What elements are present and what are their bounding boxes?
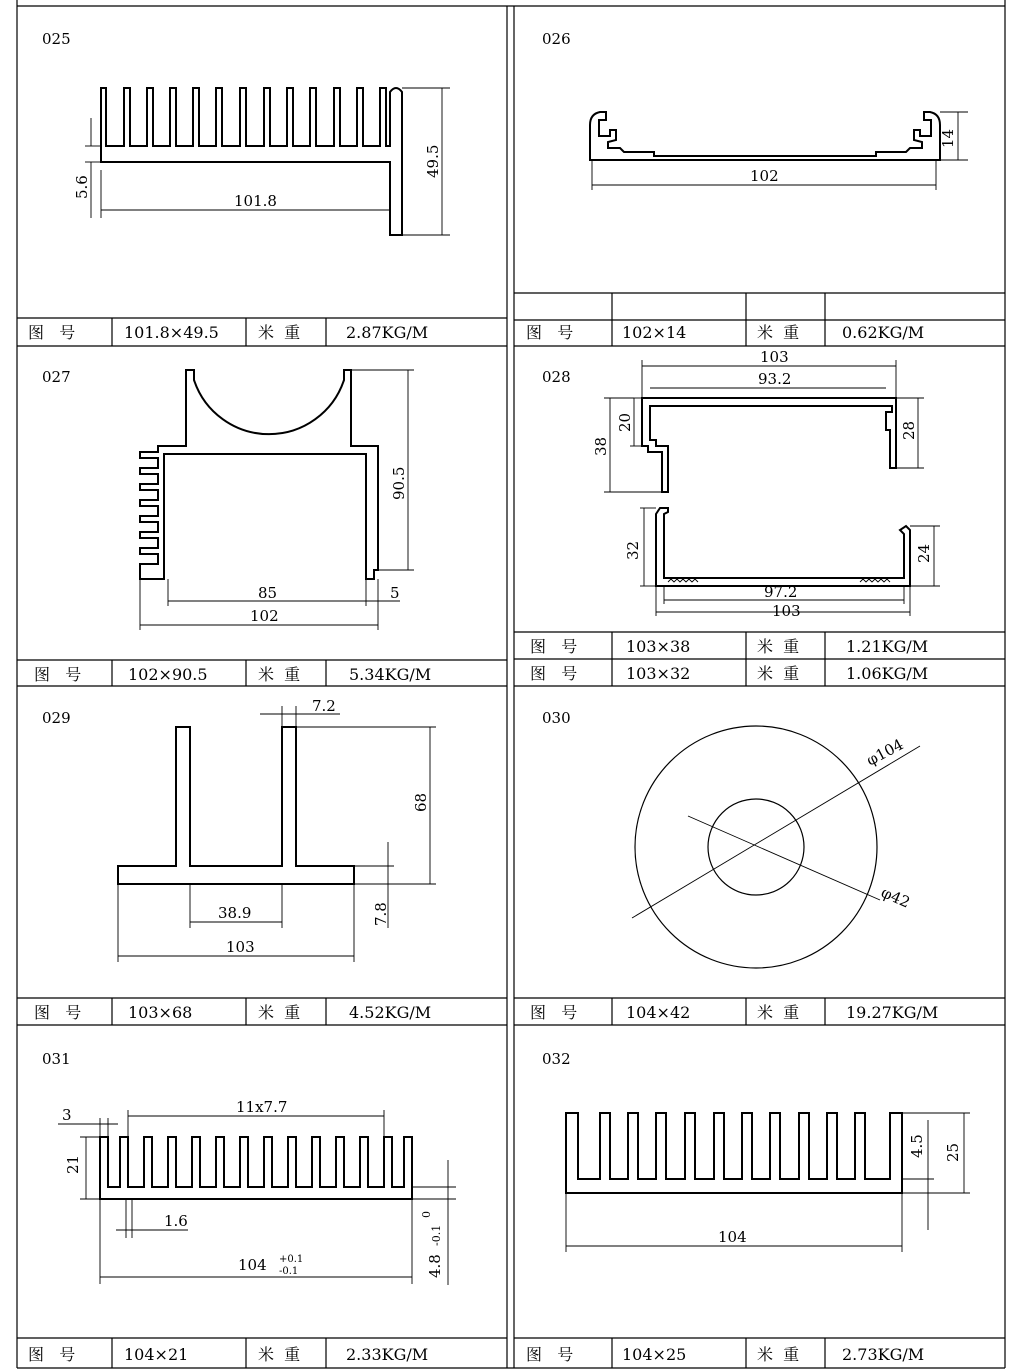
dim-label: 21 (64, 1154, 82, 1174)
dim-label: 14 (939, 128, 957, 148)
label-mizhong: 米 重 (258, 1003, 301, 1022)
tol-label: 0 (420, 1211, 433, 1218)
weight-value: 5.34KG/M (349, 665, 432, 684)
size-value: 104×21 (124, 1345, 189, 1364)
dim-label: 102 (750, 167, 779, 185)
tol-label: -0.1 (430, 1224, 443, 1246)
dim-label: 104 (718, 1228, 747, 1246)
dim-label: 102 (250, 607, 279, 625)
label-mizhong: 米 重 (757, 664, 800, 683)
label-mizhong: 米 重 (757, 1345, 800, 1364)
label-tuhao: 图 号 (526, 1345, 574, 1364)
profile-030 (632, 726, 920, 968)
dim-label: 38.9 (218, 904, 252, 922)
part-id: 025 (42, 30, 71, 48)
part-ids (42, 30, 574, 1068)
dim-label: 11x7.7 (236, 1098, 288, 1116)
size-value: 103×38 (626, 637, 691, 656)
weight-value: 0.62KG/M (842, 323, 925, 342)
dim-label: 68 (412, 792, 430, 812)
dim-label: 49.5 (424, 144, 442, 178)
dim-label: 103 (226, 938, 255, 956)
label-tuhao: 图 号 (530, 1003, 578, 1022)
weight-value: 2.87KG/M (346, 323, 429, 342)
tol-label: -0.1 (279, 1266, 299, 1277)
grid-frame (17, 0, 1005, 1368)
weight-value: 4.52KG/M (349, 1003, 432, 1022)
dim-label: 7.8 (372, 902, 390, 926)
size-value: 103×68 (128, 1003, 193, 1022)
profile-032 (566, 1113, 970, 1252)
profile-027 (140, 370, 414, 630)
label-mizhong: 米 重 (258, 665, 301, 684)
size-value: 104×42 (626, 1003, 691, 1022)
dim-label: 4.5 (908, 1134, 926, 1158)
label-tuhao: 图 号 (34, 1003, 82, 1022)
profile-029 (118, 697, 436, 962)
dim-label: φ42 (878, 883, 913, 912)
profile-026 (590, 112, 968, 190)
label-mizhong: 米 重 (258, 323, 301, 342)
tol-label: +0.1 (279, 1254, 304, 1265)
dim-label: 103 (772, 602, 801, 620)
part-id: 031 (42, 1050, 71, 1068)
size-value: 102×90.5 (128, 665, 208, 684)
dim-label: 5 (390, 584, 400, 602)
weight-value: 2.33KG/M (346, 1345, 429, 1364)
label-mizhong: 米 重 (258, 1345, 301, 1364)
dim-label: 28 (900, 420, 918, 440)
dim-label: 4.8 (426, 1254, 444, 1278)
dim-label: 101.8 (234, 192, 277, 210)
dim-label: φ104 (863, 735, 907, 770)
dim-label: 85 (258, 584, 278, 602)
part-id: 029 (42, 709, 71, 727)
dim-label: 97.2 (764, 583, 798, 601)
dim-label: 32 (624, 540, 642, 560)
profile-031 (58, 1098, 456, 1285)
label-tuhao: 图 号 (28, 1345, 76, 1364)
label-tuhao: 图 号 (28, 323, 76, 342)
part-id: 026 (542, 30, 571, 48)
label-tuhao: 图 号 (530, 664, 578, 683)
label-mizhong: 米 重 (757, 637, 800, 656)
profile-025 (73, 88, 450, 235)
part-id: 032 (542, 1050, 571, 1068)
dim-label: 25 (944, 1142, 962, 1162)
dim-label: 3 (62, 1106, 72, 1124)
dim-label: 24 (915, 543, 933, 563)
part-id: 028 (542, 368, 571, 386)
profile-028 (592, 348, 940, 620)
size-value: 103×32 (626, 664, 691, 683)
label-tuhao: 图 号 (530, 637, 578, 656)
size-value: 104×25 (622, 1345, 687, 1364)
dim-label: 38 (592, 436, 610, 456)
size-value: 102×14 (622, 323, 687, 342)
weight-value: 1.21KG/M (846, 637, 929, 656)
dim-label: 104 (238, 1256, 267, 1274)
dim-label: 93.2 (758, 370, 792, 388)
part-id: 030 (542, 709, 571, 727)
label-tuhao: 图 号 (34, 665, 82, 684)
dim-label: 90.5 (390, 466, 408, 500)
dim-label: 103 (760, 348, 789, 366)
label-mizhong: 米 重 (757, 1003, 800, 1022)
weight-value: 2.73KG/M (842, 1345, 925, 1364)
weight-value: 19.27KG/M (846, 1003, 939, 1022)
label-mizhong: 米 重 (757, 323, 800, 342)
dim-label: 20 (616, 412, 634, 432)
dim-label: 7.2 (312, 697, 336, 715)
size-value: 101.8×49.5 (124, 323, 219, 342)
part-id: 027 (42, 368, 71, 386)
dim-label: 5.6 (73, 175, 91, 199)
dim-label: 1.6 (164, 1212, 188, 1230)
label-tuhao: 图 号 (526, 323, 574, 342)
weight-value: 1.06KG/M (846, 664, 929, 683)
